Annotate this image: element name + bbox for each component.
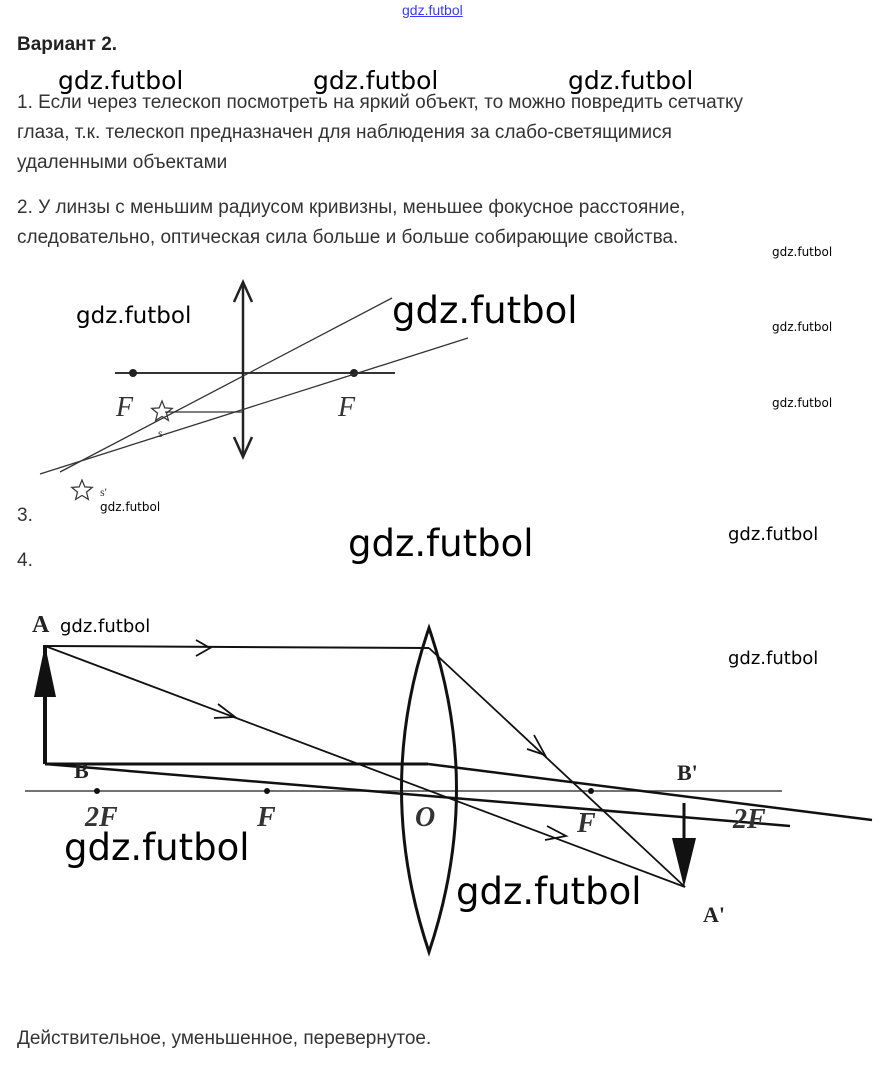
watermark: gdz.futbol	[100, 500, 161, 514]
label-F-left: F	[257, 802, 276, 833]
ray-direction-arrow-4	[545, 826, 566, 840]
point-2f-left	[94, 788, 100, 794]
ray-direction-arrow-1	[196, 640, 210, 656]
image-arrowhead	[672, 838, 696, 887]
ray-lower	[40, 338, 468, 474]
watermark: gdz.futbol	[456, 870, 642, 913]
watermark: gdz.futbol	[60, 616, 151, 637]
watermark: gdz.futbol	[772, 396, 833, 410]
object-arrowhead	[34, 645, 56, 697]
image-label: s'	[100, 485, 107, 499]
watermark: gdz.futbol	[392, 289, 578, 332]
watermark: gdz.futbol	[568, 66, 694, 95]
label-B: B	[74, 758, 89, 783]
ray-direction-arrow-2	[527, 735, 545, 755]
paragraph-1	[17, 88, 877, 178]
watermark: gdz.futbol	[348, 522, 534, 565]
label-A-prime: A'	[703, 902, 725, 927]
paragraph-2	[17, 193, 877, 253]
label-2F-right: 2F	[733, 804, 766, 835]
ray-bottom-refracted	[428, 764, 872, 820]
paragraph-1-line-1: 1. Если через телескоп посмотреть на яркий объект, то можно повредить сетчатку	[17, 92, 744, 113]
focus-label-right: F	[338, 392, 356, 423]
watermark-link[interactable]: gdz.futbol	[402, 2, 463, 18]
watermark: gdz.futbol	[64, 826, 250, 869]
focus-point-left	[129, 369, 137, 377]
point-f-right	[588, 788, 594, 794]
watermark: gdz.futbol	[772, 320, 833, 334]
label-2F-left: 2F	[85, 802, 118, 833]
answer-text: Действительное, уменьшенное, перевернутое.	[17, 1028, 432, 1049]
watermark: gdz.futbol	[313, 66, 439, 95]
label-B-prime: B'	[677, 760, 698, 785]
point-f-left	[264, 788, 270, 794]
focus-label-left: F	[116, 392, 134, 423]
watermark: gdz.futbol	[772, 245, 833, 259]
label-F-right: F	[577, 808, 596, 839]
label-O: O	[415, 802, 436, 833]
watermark: gdz.futbol	[58, 66, 184, 95]
paragraph-1-line-2: глаза, т.к. телескоп предназначен для наблюдения за слабо-светящимися	[17, 122, 672, 143]
paragraph-2-line-2: следовательно, оптическая сила больше и больше собирающие свойства.	[17, 227, 679, 248]
watermark: gdz.futbol	[728, 524, 819, 545]
ray-refracted	[429, 648, 685, 887]
item-4-number: 4.	[17, 550, 33, 571]
ray-parallel-top	[45, 646, 429, 648]
watermark: gdz.futbol	[76, 303, 192, 329]
variant-heading: Вариант 2.	[17, 34, 118, 55]
image-star-icon	[72, 480, 93, 499]
label-A: A	[32, 612, 50, 638]
paragraph-2-line-1: 2. У линзы с меньшим радиусом кривизны, меньшее фокусное расстояние,	[17, 197, 686, 218]
item-3-number: 3.	[17, 505, 33, 526]
source-label: s	[158, 426, 163, 440]
paragraph-1-line-3: удаленными объектами	[17, 152, 228, 173]
watermark: gdz.futbol	[728, 648, 819, 669]
source-star-icon	[152, 401, 173, 420]
